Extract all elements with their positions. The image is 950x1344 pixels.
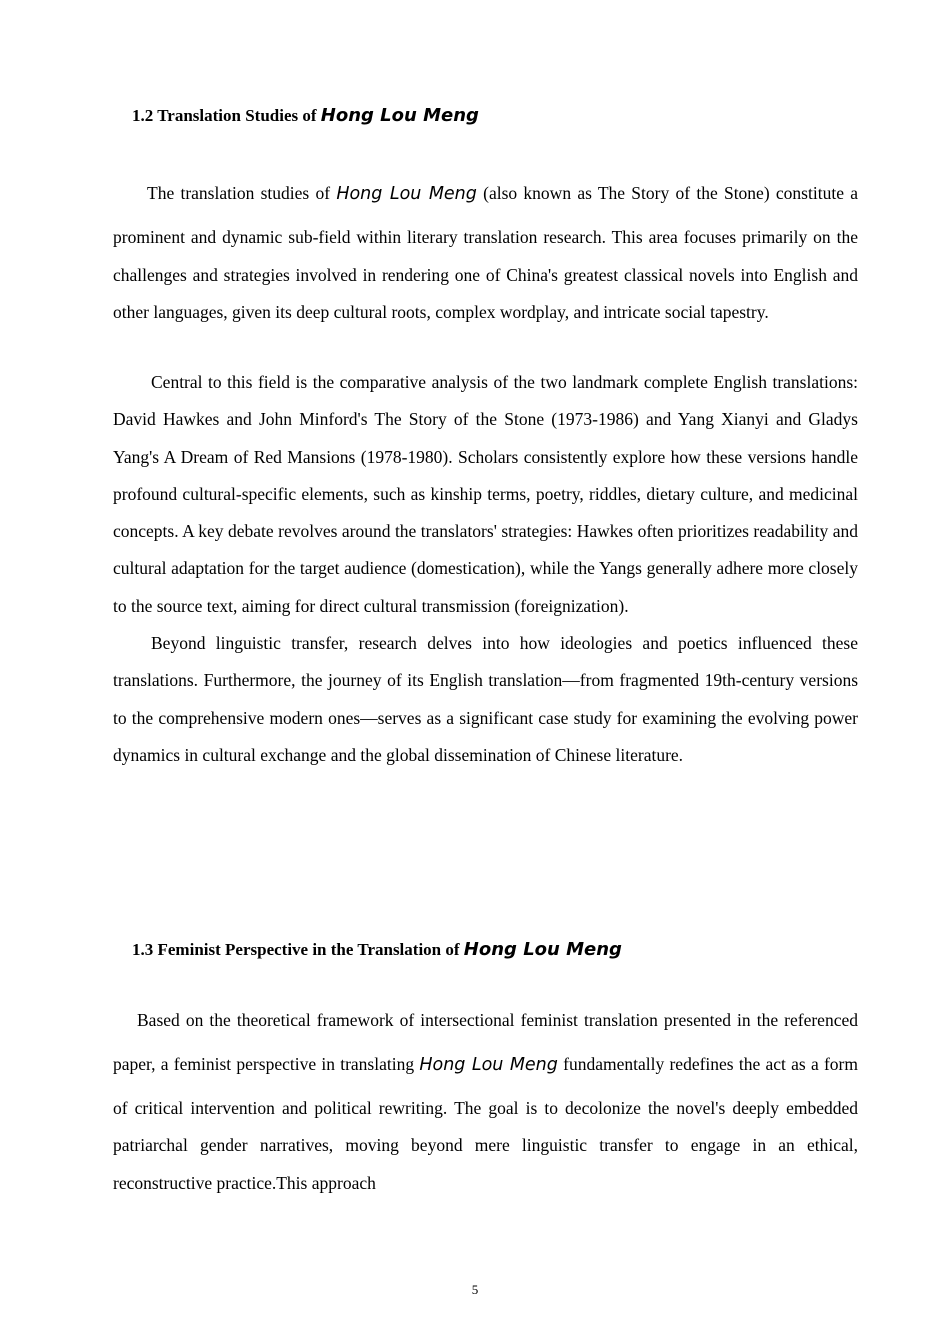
section-1-2-paragraph-1 [113,168,858,332]
book-title: Hong Lou Meng [336,184,477,204]
section-heading-1-3 [132,938,622,962]
section-heading-1-2-title: Hong Lou Meng [320,105,479,126]
section-1-2-paragraph-3: Beyond linguistic transfer, research delves into how ideologies and poetics influenced these translations. Furthermore, the journey of its English translation—from fragmented 19th-century versions to the comprehensive modern ones—serves as a significant case study for examining the evolving power dynamics in cultural exchange and the global dissemination of Chinese literature. [113,633,858,765]
paragraph-text: The translation studies of [147,183,337,203]
paragraph-text: Based on the theoretical framework of intersectional feminist translation presented in the referenced paper, a feminist perspective in translating [113,1010,858,1074]
section-1-2-paragraph-2: Central to this field is the comparative analysis of the two landmark complete English translations: David Hawkes and John Minford's The Story of the Stone (1973-1986) and Yang Xianyi and Gladys Yang's A Dream of Red Mansions (1978-1980). Scholars consistently explore how these versions handle profound cultural-specific elements, such as kinship terms, poetry, riddles, dietary culture, and medicinal concepts. A key debate revolves around the translators' strategies: Hawkes often prioritizes readability and cultural adaptation for the target audience (domestication), while the Yangs generally adhere more closely to the source text, aiming for direct cultural transmission (foreignization). [113,372,858,616]
section-1-2-body-continued [113,364,858,774]
section-heading-1-2-prefix: 1.2 Translation Studies of [132,106,321,125]
paragraph-text: fundamentally redefines the act as a form of critical intervention and political rewriting. The goal is to decolonize the novel's deeply embedded patriarchal gender narratives, moving beyond mere linguistic transfer to engage in an ethical, reconstructive practice.This approach [113,1053,858,1193]
section-heading-1-3-prefix: 1.3 Feminist Perspective in the Translation of [132,940,464,959]
section-1-2-body [113,168,858,332]
section-1-3-paragraph-1 [113,1002,858,1202]
paragraph-text: (also known as The Story of the Stone) constitute a prominent and dynamic sub-field within literary translation research. This area focuses primarily on the challenges and strategies involved in rendering one of China's greatest classical novels into English and other languages, given its deep cultural roots, complex wordplay, and intricate social tapestry. [113,183,858,323]
section-1-3-body [113,1002,858,1202]
section-heading-1-2 [132,104,479,128]
page-number: 5 [471,1282,479,1297]
section-heading-1-3-title: Hong Lou Meng [463,939,622,960]
book-title: Hong Lou Meng [419,1054,558,1075]
